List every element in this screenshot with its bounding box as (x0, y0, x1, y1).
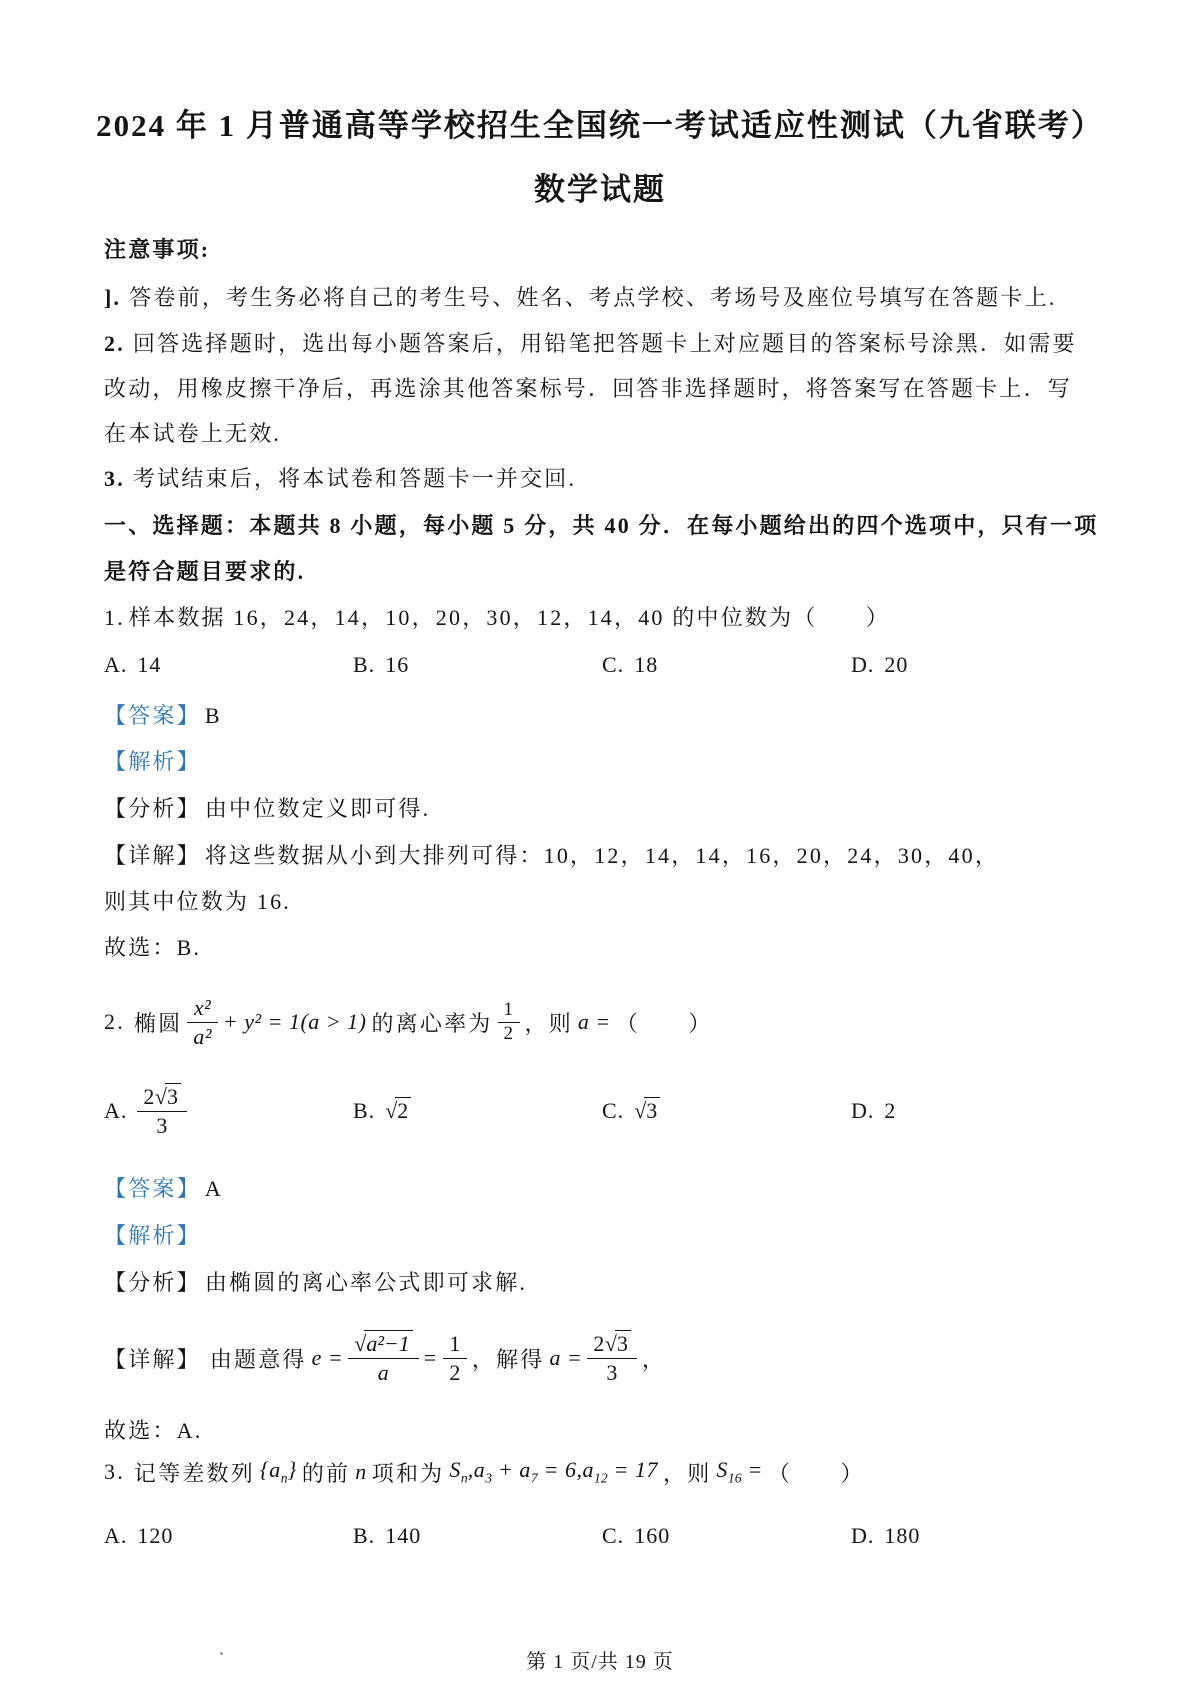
fenxi-label: 【分析】 (104, 796, 201, 821)
xiangjie-text1: 将这些数据从小到大排列可得：10，12，14，14，16，20，24，30，40， (204, 843, 1000, 868)
paper-title-line2: 数学试题 (534, 172, 666, 207)
option-1c-value: 18 (634, 652, 659, 677)
notice-item-3-number: 3. (104, 466, 125, 491)
fraction-2sqrt3-over-3 (587, 1331, 637, 1386)
question-2-text2: 的离心率为 (371, 1010, 493, 1036)
math-part: S (449, 1457, 461, 1483)
question-2-math2: a = (577, 1009, 611, 1034)
subscript: 7 (530, 1470, 538, 1486)
fenxi-label: 【分析】 (104, 1270, 201, 1295)
option-1d (851, 652, 1100, 678)
question-3-text2: 的前 (301, 1460, 351, 1486)
section-heading-line1: 一、选择题：本题共 8 小题，每小题 5 分，共 40 分．在每小题给出的四个选项中，只有一项 (104, 513, 1099, 538)
radical-sign: √ (154, 1083, 167, 1109)
fraction-numerator (587, 1331, 637, 1359)
math-part: = 6,a (537, 1457, 595, 1483)
option-1b-value: 16 (385, 652, 410, 677)
subscript: n (460, 1470, 468, 1486)
question-1-number: 1. (104, 605, 125, 630)
notice-item-2-line1 (104, 327, 1077, 358)
question-3 (104, 1452, 865, 1492)
math-a-equals: a = (549, 1345, 583, 1370)
sqrt-icon (605, 1331, 631, 1356)
subscript: 3 (485, 1470, 492, 1486)
option-1d-label: D. (851, 652, 875, 677)
question-3-options (104, 1518, 1164, 1554)
radicand: a²−1 (364, 1330, 412, 1356)
question-3-text1: 记等差数列 (133, 1460, 255, 1486)
question-2-text4: （ ） (615, 1010, 713, 1036)
fraction-one-half (498, 1000, 520, 1045)
option-2d-label: D. (851, 1098, 875, 1123)
section-heading-line2: 是符合题目要求的. (104, 559, 306, 584)
question-2 (104, 990, 713, 1054)
question-2-answer (104, 1172, 223, 1203)
math-sn-a3-a7-a12 (449, 1457, 658, 1486)
xiangjie-text3: ， (641, 1346, 667, 1372)
fraction-denominator: a² (193, 1023, 212, 1049)
fraction-numerator: x² (187, 995, 218, 1023)
coefficient: 2 (593, 1330, 605, 1356)
notice-item-2-line2: 改动，用橡皮擦干净后，再选涂其他答案标号．回答非选择题时，将答案写在答题卡上．写 (104, 376, 1073, 401)
question-1-answer (104, 699, 222, 730)
option-3b-value: 140 (385, 1523, 422, 1548)
option-3b-label: B. (353, 1523, 376, 1548)
xiangjie-text2: ，解得 (471, 1346, 545, 1372)
answer-label: 【答案】 (104, 1176, 201, 1201)
answer-label: 【答案】 (104, 703, 201, 728)
option-2b (353, 1098, 602, 1124)
fraction-denominator: a (377, 1359, 390, 1385)
fraction-numerator (137, 1084, 187, 1112)
math-part: ,a (467, 1457, 486, 1483)
question-2-xiangjie (104, 1322, 666, 1394)
option-3a-value: 120 (137, 1523, 174, 1548)
math-part: } (287, 1457, 297, 1483)
paper-title-line1: 2024 年 1 月普通高等学校招生全国统一考试适应性测试（九省联考） (96, 108, 1104, 143)
sqrt-icon (634, 1098, 660, 1124)
option-1a (104, 652, 353, 678)
xiangjie-label: 【详解】 (104, 843, 201, 868)
option-1a-value: 14 (137, 652, 162, 677)
question-1-text: 样本数据 16，24，14，10，20，30，12，14，40 的中位数为（ ） (128, 605, 891, 630)
fraction-one-half (443, 1331, 467, 1386)
option-3c-value: 160 (634, 1523, 671, 1548)
option-2c (602, 1098, 851, 1124)
fraction-denominator: 2 (449, 1359, 461, 1385)
fenxi-text: 由中位数定义即可得. (204, 796, 431, 821)
notice-item-3-text: 考试结束后，将本试卷和答题卡一并交回. (132, 466, 577, 491)
question-2-text3: ，则 (524, 1010, 573, 1036)
fraction-denominator: 3 (156, 1112, 168, 1138)
radical-sign: √ (634, 1098, 647, 1123)
subscript: 12 (594, 1470, 608, 1486)
notice-item-1-text: 答卷前，考生务必将自己的考生号、姓名、考点学校、考场号及座位号填写在答题卡上. (129, 285, 1057, 310)
option-1b (353, 652, 602, 678)
option-1c-label: C. (602, 652, 625, 677)
math-part: + a (492, 1457, 531, 1483)
equals-sign: = (423, 1345, 439, 1370)
question-1 (104, 601, 890, 632)
question-1-xiangjie-line2: 则其中位数为 16. (104, 889, 292, 914)
subscript: 16 (727, 1470, 742, 1486)
answer-value: B (204, 703, 222, 728)
option-1c (602, 652, 851, 678)
option-2d-value: 2 (884, 1098, 897, 1123)
question-3-text3: 项和为 (371, 1460, 445, 1486)
option-3a (104, 1523, 353, 1549)
question-1-options (104, 645, 1164, 685)
radicand: 3 (615, 1330, 631, 1356)
question-2-number: 2. (104, 1009, 125, 1034)
answer-value: A (204, 1176, 223, 1201)
math-part: = (741, 1457, 763, 1483)
question-2-text1: 椭圆 (133, 1010, 183, 1036)
option-3d-value: 180 (884, 1523, 921, 1548)
fenxi-text: 由椭圆的离心率公式即可求解. (204, 1270, 528, 1295)
notice-heading: 注意事项: (104, 237, 211, 262)
sqrt-icon (155, 1084, 181, 1109)
math-part: = 17 (607, 1457, 659, 1483)
math-sequence-an (260, 1457, 297, 1486)
fraction-numerator: 1 (443, 1331, 467, 1359)
sqrt-icon (385, 1098, 411, 1124)
question-1-conclusion: 故选：B. (104, 935, 202, 960)
notice-item-1 (104, 281, 1057, 312)
fraction-numerator: 1 (498, 1000, 520, 1023)
math-e-equals: e = (311, 1345, 344, 1370)
option-1d-value: 20 (884, 652, 909, 677)
notice-item-2-line3: 在本试卷上无效. (104, 421, 282, 446)
option-3a-label: A. (104, 1523, 128, 1548)
question-1-jiexi-label: 【解析】 (104, 749, 201, 774)
math-s16 (716, 1457, 762, 1486)
xiangjie-label: 【详解】 (104, 1346, 201, 1372)
notice-item-2-text1: 回答选择题时，选出每小题答案后，用铅笔把答题卡上对应题目的答案标号涂黑．如需要 (132, 331, 1077, 356)
page-number: 第 1 页/共 19 页 (526, 1651, 674, 1673)
fraction-denominator: 2 (503, 1022, 514, 1044)
math-part: {a (259, 1457, 281, 1483)
radical-sign: √ (354, 1330, 367, 1356)
fraction-numerator (348, 1331, 419, 1359)
notice-item-2-number: 2. (104, 331, 125, 356)
option-3c-label: C. (602, 1523, 625, 1548)
option-2d (851, 1098, 1100, 1124)
sqrt-icon (354, 1331, 413, 1356)
question-2-options (104, 1078, 1164, 1144)
option-2a-fraction (137, 1084, 187, 1139)
option-3c (602, 1523, 851, 1549)
question-2-conclusion: 故选：A. (104, 1418, 203, 1443)
option-2a (104, 1084, 353, 1139)
radicand: 2 (395, 1097, 411, 1123)
fraction-x2-a2 (187, 995, 218, 1050)
question-3-text4: ，则 (663, 1460, 712, 1486)
option-2a-label: A. (104, 1098, 128, 1123)
math-part: S (716, 1457, 728, 1483)
radical-sign: √ (385, 1098, 398, 1123)
fraction-sqrt-a2-1-over-a (348, 1331, 419, 1386)
question-2-jiexi-label: 【解析】 (104, 1223, 201, 1248)
question-2-fenxi (104, 1266, 527, 1297)
option-1b-label: B. (353, 652, 376, 677)
subscript: n (280, 1470, 288, 1486)
coefficient: 2 (143, 1083, 155, 1109)
question-3-text5: （ ） (767, 1460, 865, 1486)
question-1-xiangjie-line1 (104, 839, 999, 870)
question-2-math1: + y² = 1(a > 1) (222, 1009, 367, 1034)
radicand: 3 (644, 1097, 660, 1123)
option-3d (851, 1523, 1100, 1549)
radicand: 3 (165, 1083, 181, 1109)
option-2c-label: C. (602, 1098, 625, 1123)
radical-sign: √ (604, 1330, 617, 1356)
xiangjie-text1: 由题意得 (209, 1346, 307, 1372)
option-2b-label: B. (353, 1098, 376, 1123)
notice-item-3 (104, 462, 576, 493)
option-3b (353, 1523, 602, 1549)
option-1a-label: A. (104, 652, 128, 677)
math-n: n (355, 1459, 367, 1484)
notice-item-1-number: ]. (104, 285, 122, 310)
fraction-denominator: 3 (606, 1359, 618, 1385)
option-3d-label: D. (851, 1523, 875, 1548)
question-3-number: 3. (104, 1459, 125, 1484)
question-1-fenxi (104, 792, 430, 823)
